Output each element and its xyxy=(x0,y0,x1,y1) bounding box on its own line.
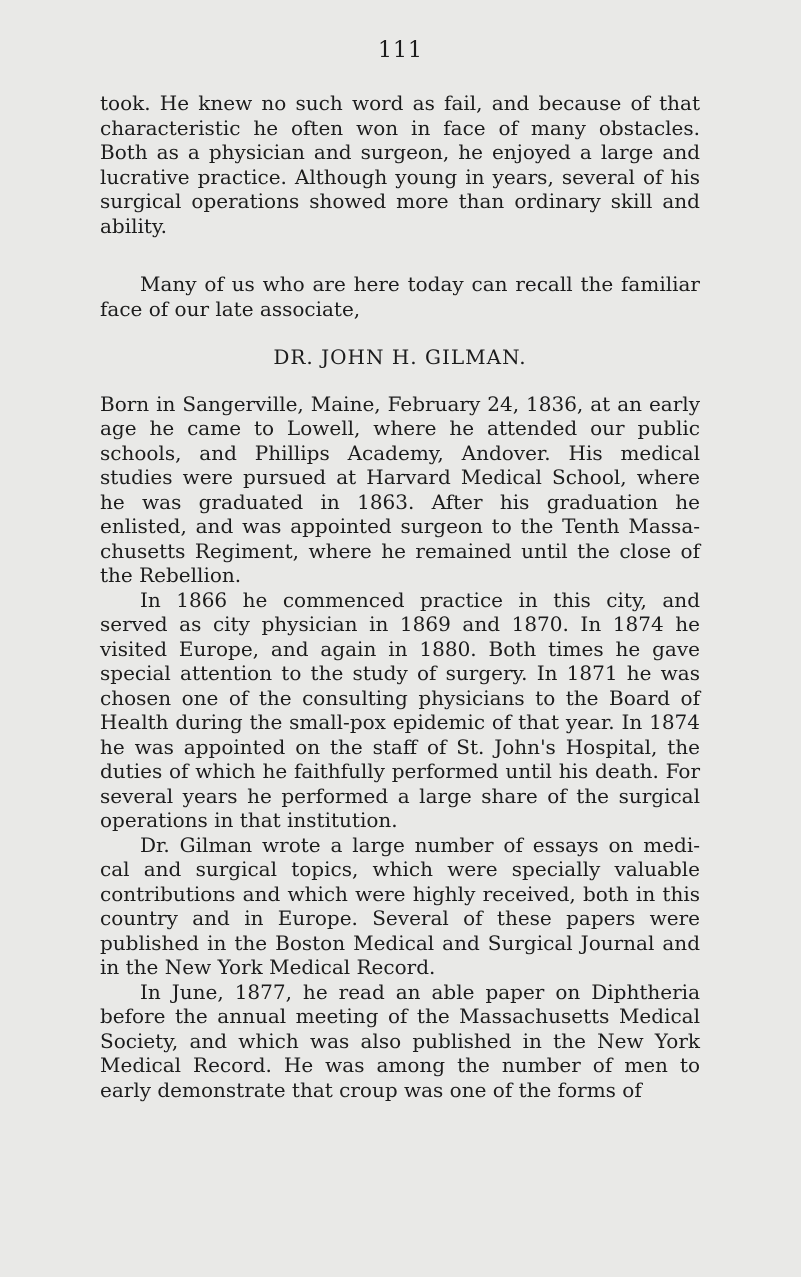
paragraph-biography-4: In June, 1877, he read an able paper on Diphtheria before the annual meeting of the Massachusetts Medical Society, and which was also published in the New York Medical Record. He was among the number of men to early demonstrate that croup was one of the forms of xyxy=(100,979,700,1102)
page-number: 111 xyxy=(378,38,423,63)
paragraph-intro: took. He knew no such word as fail, and because of that characteristic he often won in face of many obstacles. Both as a physician and surgeon, he enjoyed a large and lucrative practice. Although young in years, several of his surgical operations showed more than ordinary skill and ability. xyxy=(100,91,700,238)
paragraph-biography-1: Born in Sangerville, Maine, February 24, 1836, at an early age he came to Lowell, where he attended our public schools, and Phillips Academy, Andover. His medical studies were pursued at Harvard Medical School, where he was graduated in 1863. After his graduation he enlisted, and was appointed surgeon to the Tenth Massa- chusetts Regiment, where he remained until the close of the Rebellion. xyxy=(100,391,700,587)
paragraph-biography-2: In 1866 he commenced practice in this city, and served as city physician in 1869 and 1870. In 1874 he visited Europe, and again in 1880. Both times he gave special attention to the study of surgery. In 1871 he was chosen one of the consulting physicians to the Board of Health during the small-pox epidemic of that year. In 1874 he was appointed on the staff of St. John's Hospital, the duties of which he faithfully performed until his death. For several years he performed a large share of the surgical operations in that institution. xyxy=(100,587,700,832)
text-body xyxy=(100,91,700,1102)
paragraph-biography-3: Dr. Gilman wrote a large number of essays on medi- cal and surgical topics, which were specially valuable contributions and which were highly received, both in this country and in Europe. Several of these papers were published in the Boston Medical and Surgical Journal and in the New York Medical Record. xyxy=(100,832,700,979)
section-heading: DR. JOHN H. GILMAN. xyxy=(273,345,527,369)
paragraph-gap xyxy=(100,238,700,272)
paragraph-recall: Many of us who are here today can recall the familiar face of our late associate, xyxy=(100,272,700,321)
